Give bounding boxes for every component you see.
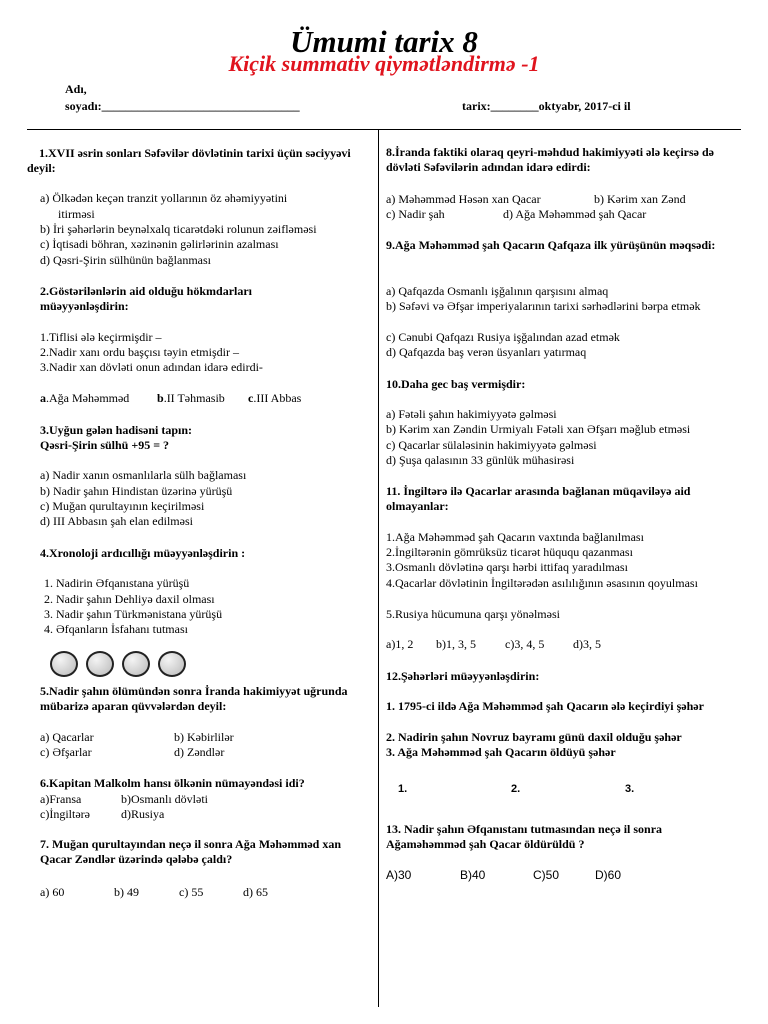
q11-item-2: 2.İngiltərənin gömrüksüz ticarət hüququ qazanması [386, 545, 633, 559]
q2-answer-a[interactable]: a.Ağa Məhəmməd [40, 391, 130, 405]
q12-item-2: 2. Nadirin şahın Novruz bayramı günü daxil olduğu şəhər [386, 730, 682, 744]
q4-item-1: 1. Nadirin Əfqanıstana yürüşü [44, 576, 190, 590]
q8-option-b[interactable]: b) Kərim xan Zənd [594, 192, 686, 206]
header-divider [27, 129, 741, 130]
answer-circle-4[interactable] [158, 651, 186, 677]
q10-option-b[interactable]: b) Kərim xan Zəndin Urmiyalı Fətəli xan Əfşarı məğlub etməsi [386, 422, 691, 436]
q2-item-3: 3.Nadir xan dövləti onun adından idarə edirdi- [40, 360, 263, 374]
q1-option-b[interactable]: b) İri şəhərlərin beynəlxalq ticarətdəki rolunun zəifləməsi [40, 222, 317, 236]
answer-circle-3[interactable] [122, 651, 150, 677]
q4-item-4: 4. Əfqanların İsfahanı tutması [44, 622, 188, 636]
q7-option-b[interactable]: b) 49 [114, 885, 139, 899]
q1-option-a[interactable]: a) Ölkədən keçən tranzit yollarının öz əhəmiyyətini [40, 191, 288, 205]
q5-option-a[interactable]: a) Qacarlar [40, 730, 94, 744]
question-1: 1.XVII əsrin sonları Səfəvilər dövlətinin tarixi üçün səciyyəvi deyil: [27, 146, 351, 175]
question-7: 7. Muğan qurultayından neçə il sonra Ağa Məhəmməd xan Qacar Zəndlər üzərində qələbə çaldı? [40, 837, 342, 866]
q9-option-c[interactable]: c) Cənubi Qafqazı Rusiya işğalından azad etmək [386, 330, 620, 344]
question-9: 9.Ağa Məhəmməd şah Qacarın Qafqaza ilk yürüşünün məqsədi: [386, 238, 716, 252]
q12-blank-2[interactable]: 2. [511, 783, 521, 795]
question-11: 11. İngiltərə ilə Qacarlar arasında bağlanan müqaviləyə aid olmayanlar: [386, 484, 691, 513]
q11-item-1: 1.Ağa Məhəmməd şah Qacarın vaxtında bağlanılması [386, 530, 644, 544]
q8-option-a[interactable]: a) Məhəmməd Həsən xan Qacar [386, 192, 541, 206]
q11-option-b[interactable]: b)1, 3, 5 [436, 637, 476, 651]
question-3: 3.Uyğun gələn hadisəni tapın: [40, 423, 193, 437]
q6-option-d[interactable]: d)Rusiya [121, 807, 165, 821]
q3-option-a[interactable]: a) Nadir xanın osmanlılarla sülh bağlaması [40, 468, 247, 482]
question-13: 13. Nadir şahın Əfqanıstanı tutmasından neçə il sonra Ağaməhəmməd şah Qacar öldürüldü ? [386, 822, 663, 851]
q1-option-a-cont: itirməsi [58, 207, 95, 221]
question-10: 10.Daha gec baş vermişdir: [386, 377, 526, 391]
q3-option-c[interactable]: c) Muğan qurultayının keçirilməsi [40, 499, 205, 513]
q12-blank-1[interactable]: 1. [398, 783, 408, 795]
q12-item-3: 3. Ağa Məhəmməd şah Qacarın öldüyü şəhər [386, 745, 616, 759]
q9-option-a[interactable]: a) Qafqazda Osmanlı işğalının qarşısını almaq [386, 284, 609, 298]
page-subtitle: Kiçik summativ qiymətləndirmə -1 [228, 51, 540, 76]
q13-option-a[interactable]: A)30 [386, 868, 412, 882]
q11-option-d[interactable]: d)3, 5 [573, 637, 601, 651]
question-2: 2.Göstərilənlərin aid olduğu hökmdarları müəyyənləşdirin: [40, 284, 253, 313]
q11-option-a[interactable]: a)1, 2 [386, 637, 414, 651]
answer-circle-1[interactable] [50, 651, 78, 677]
q6-option-c[interactable]: c)İngiltərə [40, 807, 90, 821]
q7-option-a[interactable]: a) 60 [40, 885, 65, 899]
question-8: 8.İranda faktiki olaraq qeyri-məhdud hakimiyyəti ələ keçirsə də dövləti Səfəvilərin adından idarə edirdi: [386, 145, 714, 174]
q12-item-1: 1. 1795-ci ildə Ağa Məhəmməd şah Qacarın ələ keçirdiyi şəhər [386, 699, 704, 713]
q4-item-2: 2. Nadir şahın Dehliyə daxil olması [44, 592, 215, 606]
q3-option-b[interactable]: b) Nadir şahın Hindistan üzərinə yürüşü [40, 484, 233, 498]
q11-item-5: 5.Rusiya hücumuna qarşı yönəlməsi [386, 607, 560, 621]
q13-option-b[interactable]: B)40 [460, 868, 486, 882]
q11-item-3: 3.Osmanlı dövlətinə qarşı hərbi ittifaq yaradılması [386, 560, 628, 574]
q10-option-d[interactable]: d) Şuşa qalasının 33 günlük mühasirəsi [386, 453, 575, 467]
q2-answer-b[interactable]: b.II Təhmasib [157, 391, 225, 405]
answer-circle-2[interactable] [86, 651, 114, 677]
question-12: 12.Şəhərləri müəyyənləşdirin: [386, 669, 540, 683]
column-divider [378, 130, 379, 1007]
q9-option-d[interactable]: d) Qafqazda baş verən üsyanları yatırmaq [386, 345, 587, 359]
q2-item-2: 2.Nadir xanı ordu başçısı təyin etmişdir – [40, 345, 239, 359]
q7-option-c[interactable]: c) 55 [179, 885, 204, 899]
q13-option-c[interactable]: C)50 [533, 868, 560, 882]
page-title: Ümumi tarix 8 [290, 24, 478, 59]
q3-option-d[interactable]: d) III Abbasın şah elan edilməsi [40, 514, 193, 528]
surname-field[interactable]: soyadı:_________________________________ [65, 99, 300, 113]
q6-option-b[interactable]: b)Osmanlı dövləti [121, 792, 208, 806]
q7-option-d[interactable]: d) 65 [243, 885, 268, 899]
q8-option-c[interactable]: c) Nadir şah [386, 207, 445, 221]
q11-item-4: 4.Qacarlar dövlətinin İngiltərədən asılılığının əsasının qoyulması [386, 576, 698, 590]
q10-option-c[interactable]: c) Qacarlar sülaləsinin hakimiyyətə gəlməsi [386, 438, 597, 452]
question-3-formula: Qəsri-Şirin sülhü +95 = ? [40, 438, 170, 452]
q1-option-d[interactable]: d) Qəsri-Şirin sülhünün bağlanması [40, 253, 211, 267]
name-label: Adı, [65, 82, 87, 96]
question-5: 5.Nadir şahın ölümündən sonra İranda hakimiyyət uğrunda mübarizə aparan qüvvələrdən deyil: [40, 684, 348, 713]
q5-option-b[interactable]: b) Kəbirlilər [174, 730, 234, 744]
question-6: 6.Kapitan Malkolm hansı ölkənin nümayəndəsi idi? [40, 776, 305, 790]
q6-option-a[interactable]: a)Fransa [40, 792, 82, 806]
q12-blank-3[interactable]: 3. [625, 783, 635, 795]
q5-option-c[interactable]: c) Əfşarlar [40, 745, 92, 759]
q2-item-1: 1.Tiflisi ələ keçirmişdir – [40, 330, 162, 344]
q1-option-c[interactable]: c) İqtisadi böhran, xəzinənin gəlirlərinin azalması [40, 237, 279, 251]
q10-option-a[interactable]: a) Fətəli şahın hakimiyyətə gəlməsi [386, 407, 557, 421]
q11-option-c[interactable]: c)3, 4, 5 [505, 637, 545, 651]
q13-option-d[interactable]: D)60 [595, 868, 622, 882]
question-4: 4.Xronoloji ardıcıllığı müəyyənləşdirin : [40, 546, 246, 560]
q8-option-d[interactable]: d) Ağa Məhəmməd şah Qacar [503, 207, 647, 221]
q5-option-d[interactable]: d) Zəndlər [174, 745, 225, 759]
q2-answer-c[interactable]: c.III Abbas [248, 391, 302, 405]
q9-option-b[interactable]: b) Səfəvi və Əfşar imperiyalarının tarixi sərhədlərini bərpa etmək [386, 299, 701, 313]
q4-item-3: 3. Nadir şahın Türkmənistana yürüşü [44, 607, 223, 621]
date-field[interactable]: tarix:________oktyabr, 2017-ci il [462, 99, 631, 113]
